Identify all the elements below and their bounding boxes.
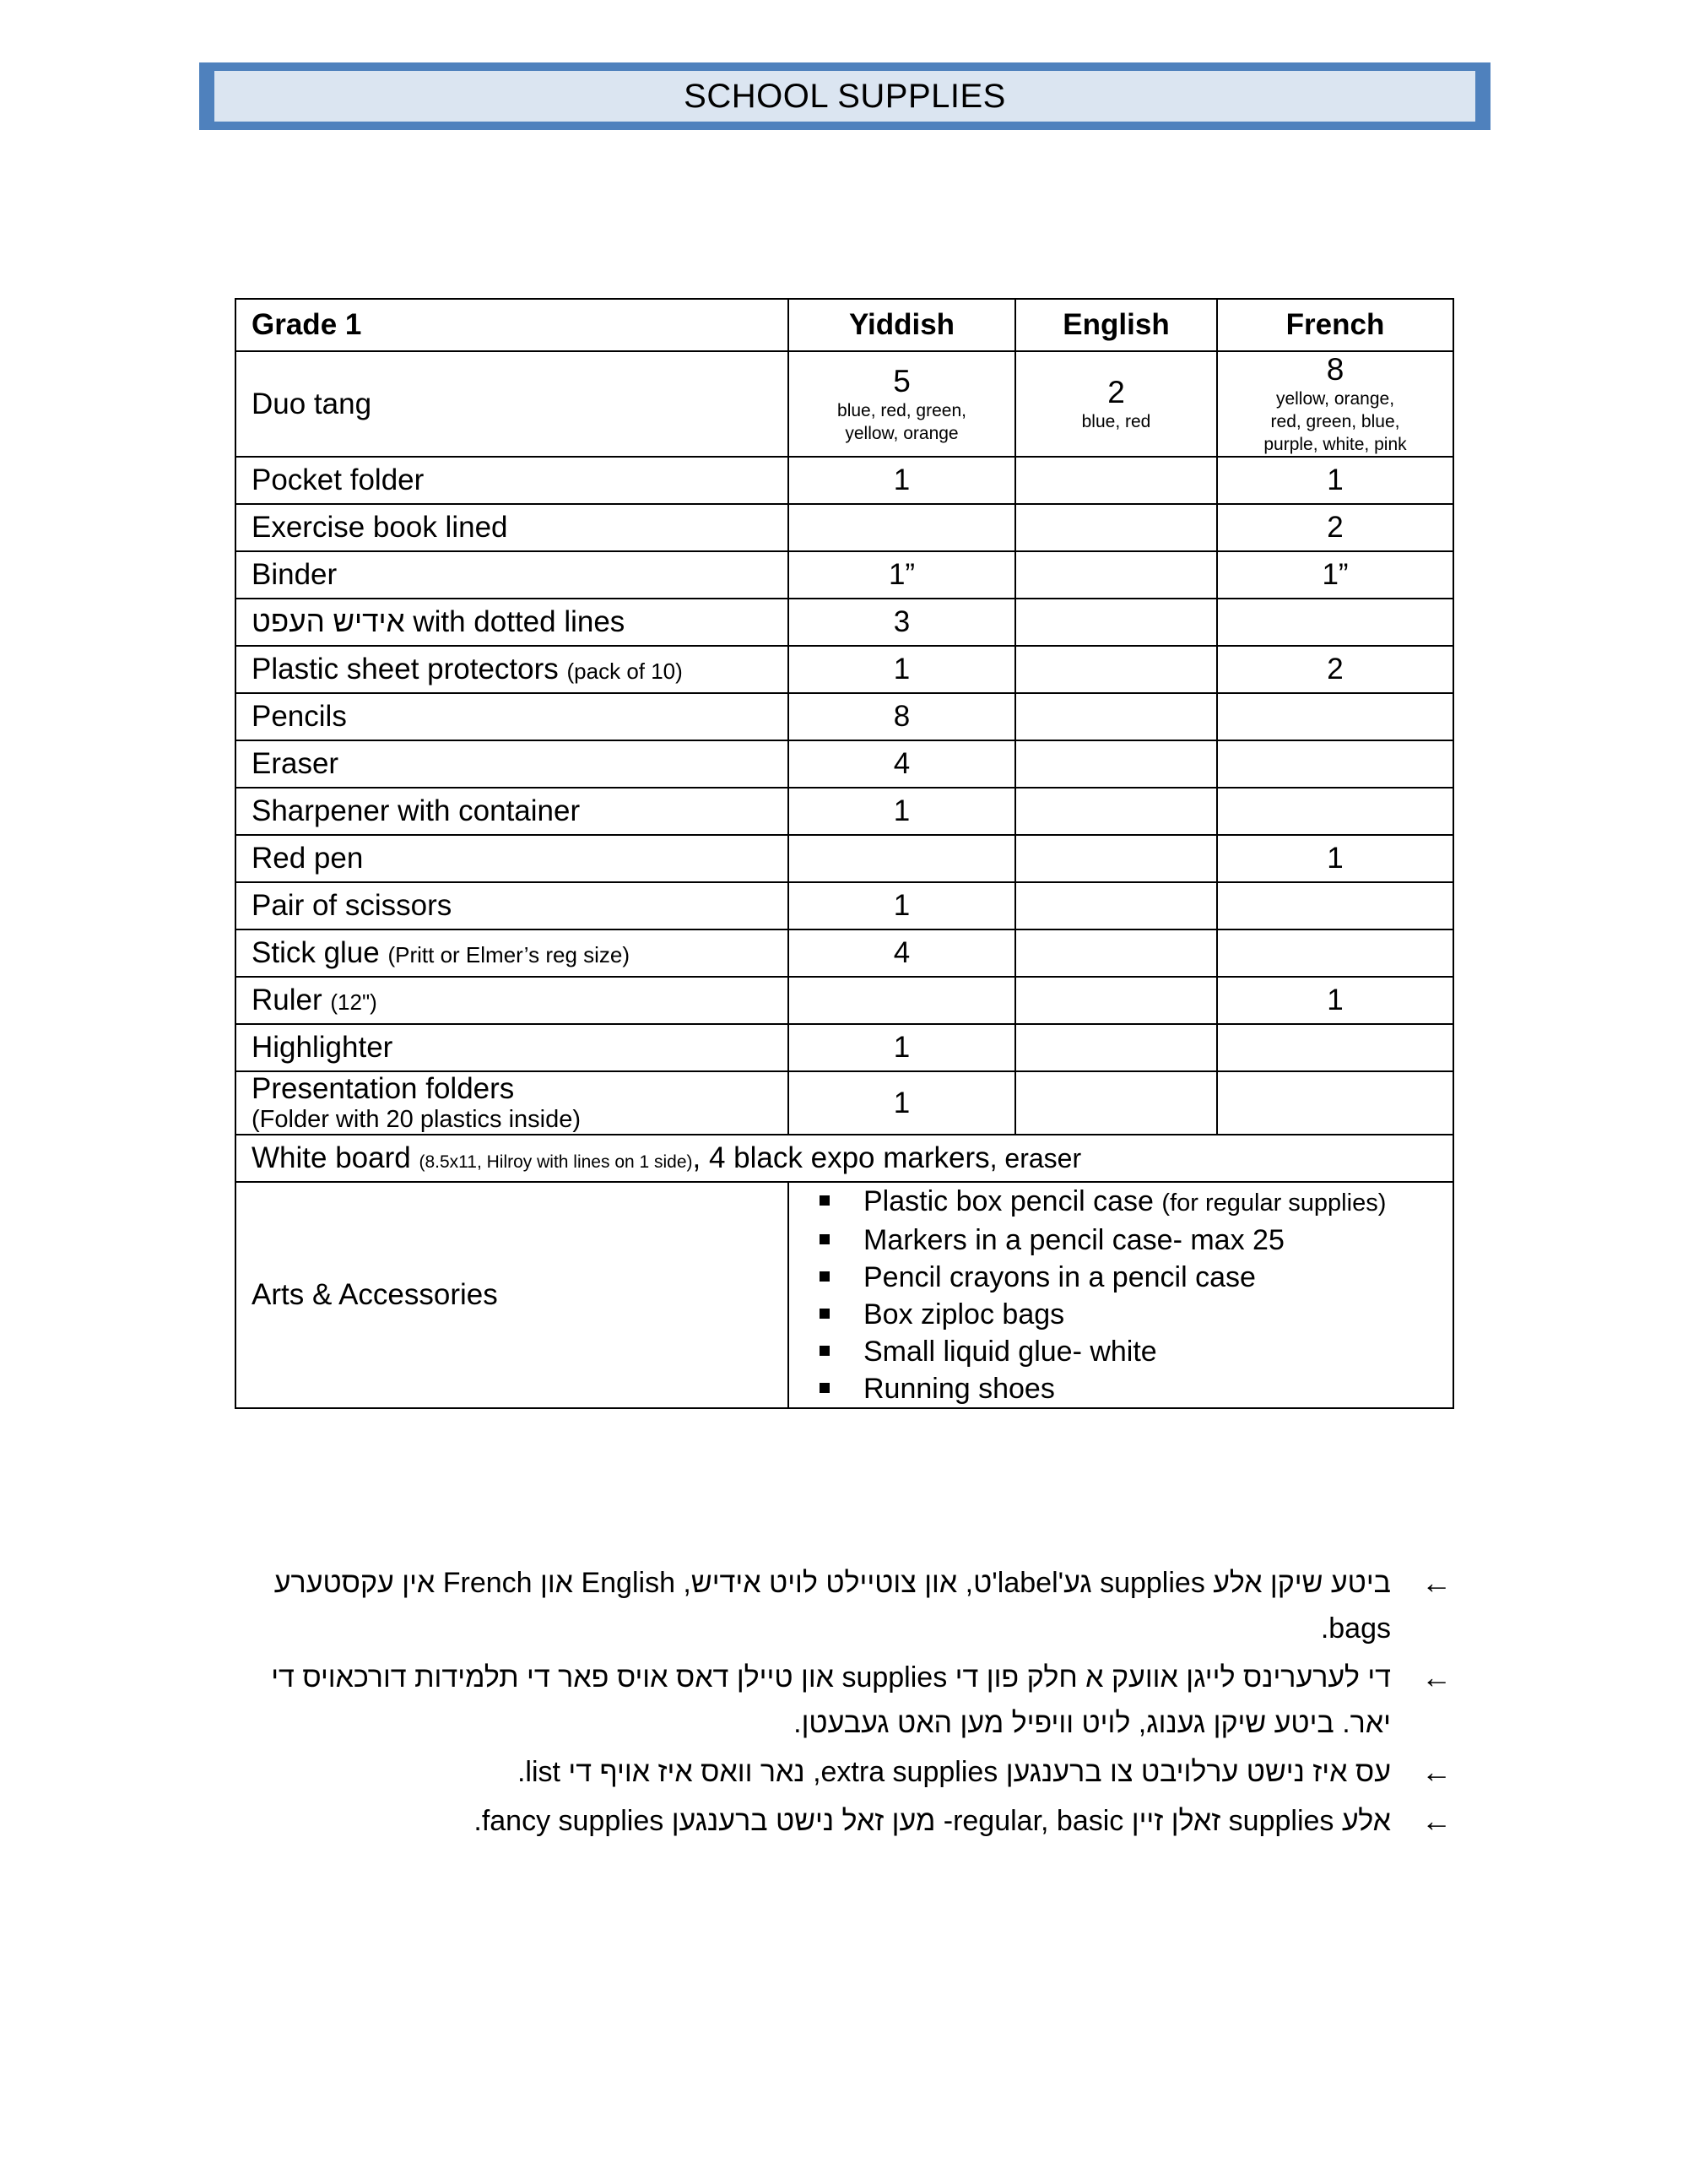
item-note: (Folder with 20 plastics inside) <box>252 1106 582 1133</box>
item-cell <box>235 551 788 599</box>
english-detail: blue, red <box>1081 412 1151 431</box>
english-cell <box>1015 457 1217 504</box>
yiddish-cell: 8 <box>788 693 1015 740</box>
french-cell: 2 <box>1217 646 1453 693</box>
list-item-text: Running shoes <box>863 1373 1055 1405</box>
yiddish-cell: 4 <box>788 740 1015 788</box>
french-cell <box>1217 351 1453 457</box>
item-cell <box>235 693 788 740</box>
table-row-arts <box>235 1182 1453 1408</box>
item-cell <box>235 835 788 882</box>
table-row <box>235 457 1453 504</box>
item-note: (8.5x11, Hilroy with lines on 1 side) <box>419 1152 693 1172</box>
item-cell <box>235 882 788 929</box>
english-count: 2 <box>1107 375 1125 409</box>
note-text: די לערערינס לייגן אוועק א חלק פון די supplies און טיילן דאס אויס פאר די תלמידות דורכאויס די יאר. ביטע שיקן גענוג, לויט וויפיל מען האט געבעטן. <box>271 1661 1391 1739</box>
yiddish-cell <box>788 504 1015 551</box>
table-row <box>235 551 1453 599</box>
page-title: SCHOOL SUPPLIES <box>214 71 1475 122</box>
item-note: (pack of 10) <box>566 658 683 684</box>
item-cell <box>235 646 788 693</box>
item-cell <box>235 740 788 788</box>
item-name: Pair of scissors <box>252 889 452 922</box>
list-item <box>863 1296 1437 1333</box>
english-cell <box>1015 929 1217 977</box>
table-row-duo-tang <box>235 351 1453 457</box>
item-name: Ruler <box>252 984 322 1016</box>
english-cell <box>1015 551 1217 599</box>
english-cell <box>1015 1024 1217 1071</box>
table-row-presentation-folders <box>235 1071 1453 1135</box>
supplies-table <box>235 298 1454 1409</box>
yiddish-cell <box>788 351 1015 457</box>
table-row <box>235 599 1453 646</box>
table-row <box>235 1024 1453 1071</box>
note-text: עס איז נישט ערלויבט צו ברענגען extra supplies, נאר וואס איז אויף די list. <box>517 1756 1391 1788</box>
item-name: Duo tang <box>235 351 788 457</box>
table-row <box>235 693 1453 740</box>
yiddish-count: 5 <box>893 363 911 398</box>
item-extra-tail: , eraser <box>989 1143 1082 1173</box>
english-cell <box>1015 351 1217 457</box>
item-cell <box>235 599 788 646</box>
arrow-left-icon: ← <box>1421 1754 1452 1789</box>
yiddish-cell: 1 <box>788 1071 1015 1135</box>
item-name: Presentation folders <box>252 1072 515 1105</box>
french-cell: 1 <box>1217 835 1453 882</box>
header-row <box>235 299 1453 351</box>
item-name: Stick glue <box>252 936 380 969</box>
french-cell <box>1217 882 1453 929</box>
note-text: ביטע שיקן אלע supplies גע'label'ט, און צוטיילט לויט אידיש, English און French אין עקסטערע bags. <box>273 1567 1391 1645</box>
note-item <box>253 1655 1452 1746</box>
list-item <box>863 1183 1437 1222</box>
english-cell <box>1015 740 1217 788</box>
item-name: Eraser <box>252 747 339 780</box>
header-yiddish: Yiddish <box>788 299 1015 351</box>
note-item <box>253 1798 1452 1844</box>
yiddish-detail: blue, red, green, yellow, orange <box>837 400 966 443</box>
table-row <box>235 740 1453 788</box>
list-item-text: Plastic box pencil case <box>863 1185 1154 1217</box>
item-cell <box>235 504 788 551</box>
french-cell: 1 <box>1217 977 1453 1024</box>
table-row <box>235 646 1453 693</box>
table-row <box>235 929 1453 977</box>
french-detail: yellow, orange, red, green, blue, purple, white, pink <box>1263 389 1407 454</box>
note-item <box>253 1560 1452 1651</box>
item-name: Highlighter <box>252 1031 393 1064</box>
list-item <box>863 1259 1437 1296</box>
english-cell <box>1015 835 1217 882</box>
note-text: אלע supplies זאלן זיין regular, basic- מען זאל נישט ברענגען fancy supplies. <box>473 1805 1391 1837</box>
item-cell <box>235 788 788 835</box>
item-name: Exercise book lined <box>252 511 508 544</box>
table-row <box>235 835 1453 882</box>
white-board-cell <box>235 1135 1453 1182</box>
english-cell <box>1015 977 1217 1024</box>
french-cell <box>1217 1071 1453 1135</box>
arts-cell <box>788 1182 1453 1408</box>
item-cell <box>235 929 788 977</box>
item-name: Plastic sheet protectors <box>252 653 559 686</box>
item-cell <box>235 457 788 504</box>
french-cell: 2 <box>1217 504 1453 551</box>
header-english: English <box>1015 299 1217 351</box>
item-extra: , 4 black expo markers <box>692 1141 990 1174</box>
english-cell <box>1015 882 1217 929</box>
list-item-text: Pencil crayons in a pencil case <box>863 1261 1256 1293</box>
yiddish-cell: 3 <box>788 599 1015 646</box>
header-french: French <box>1217 299 1453 351</box>
table-row <box>235 882 1453 929</box>
item-note: (12") <box>330 989 377 1015</box>
note-item <box>253 1749 1452 1795</box>
item-note: (Pritt or Elmer’s reg size) <box>387 942 630 967</box>
header-grade: Grade 1 <box>235 299 788 351</box>
arrow-left-icon: ← <box>1421 1565 1452 1600</box>
table-row <box>235 504 1453 551</box>
item-name: White board <box>252 1141 411 1174</box>
list-item <box>863 1370 1437 1407</box>
yiddish-cell: 1 <box>788 1024 1015 1071</box>
table-row-white-board <box>235 1135 1453 1182</box>
title-banner <box>199 62 1491 130</box>
item-cell <box>235 977 788 1024</box>
english-cell <box>1015 693 1217 740</box>
table-row <box>235 977 1453 1024</box>
english-cell <box>1015 504 1217 551</box>
list-item <box>863 1222 1437 1259</box>
item-name: Binder <box>252 558 338 591</box>
french-cell: 1” <box>1217 551 1453 599</box>
list-item-text: Markers in a pencil case- max 25 <box>863 1224 1285 1256</box>
item-name: Pocket folder <box>252 463 425 496</box>
item-name: Sharpener with container <box>252 794 581 827</box>
english-cell <box>1015 788 1217 835</box>
french-cell <box>1217 1024 1453 1071</box>
french-cell <box>1217 788 1453 835</box>
yiddish-cell <box>788 835 1015 882</box>
yiddish-cell: 1 <box>788 457 1015 504</box>
arrow-left-icon: ← <box>1421 1803 1452 1838</box>
notes-list <box>253 1560 1452 1847</box>
yiddish-cell: 1 <box>788 788 1015 835</box>
english-cell <box>1015 1071 1217 1135</box>
arrow-left-icon: ← <box>1421 1660 1452 1694</box>
french-cell <box>1217 693 1453 740</box>
yiddish-cell <box>788 977 1015 1024</box>
french-cell: 1 <box>1217 457 1453 504</box>
french-cell <box>1217 740 1453 788</box>
table-row <box>235 788 1453 835</box>
list-item-text: Box ziploc bags <box>863 1298 1065 1330</box>
item-cell <box>235 1024 788 1071</box>
french-cell <box>1217 929 1453 977</box>
yiddish-cell: 1 <box>788 882 1015 929</box>
arts-list <box>804 1183 1437 1407</box>
item-cell <box>235 1071 788 1135</box>
french-count: 8 <box>1326 352 1344 387</box>
list-item <box>863 1333 1437 1370</box>
yiddish-cell: 1 <box>788 646 1015 693</box>
yiddish-cell: 4 <box>788 929 1015 977</box>
item-name: אידיש העפט with dotted lines <box>252 605 625 638</box>
item-name: Arts & Accessories <box>235 1182 788 1408</box>
english-cell <box>1015 599 1217 646</box>
item-name: Pencils <box>252 700 347 733</box>
item-name: Red pen <box>252 842 364 875</box>
list-item-note: (for regular supplies) <box>1161 1190 1387 1217</box>
french-cell <box>1217 599 1453 646</box>
english-cell <box>1015 646 1217 693</box>
yiddish-cell: 1” <box>788 551 1015 599</box>
list-item-text: Small liquid glue- white <box>863 1336 1157 1368</box>
